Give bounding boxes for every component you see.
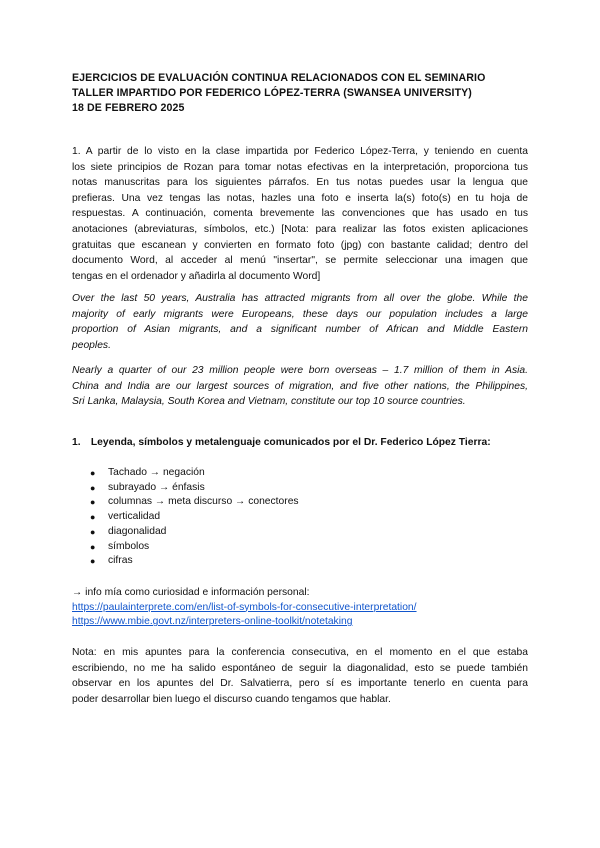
list-item [90, 525, 299, 540]
instruction-line: 1. A partir de lo visto en la clase impartida por Federico López-Terra, y teniendo en cuenta [72, 146, 528, 157]
list-item [90, 510, 299, 525]
instruction-line: documento Word, al acceder al menú "insertar", se permite seleccionar una imagen que [72, 255, 528, 267]
section-title: Leyenda, símbolos y metalenguaje comunicados por el Dr. Federico López Tierra: [90, 437, 491, 448]
bullet-icon: ● [90, 512, 96, 523]
list-item [90, 466, 299, 481]
legend-list [90, 466, 299, 569]
instruction-line: tengas en el ordenador y añadirla al documento Word] [72, 270, 321, 282]
info-intro: → info mía como curiosidad e información personal: [72, 587, 310, 598]
bullet-icon: ● [90, 541, 96, 552]
note-line: observar en los apuntes del Dr. Salvatierra, pero sí es importante tenerlo en cuenta para [72, 678, 528, 690]
list-item-text: Tachado → negación [108, 467, 205, 478]
list-item-text: columnas → meta discurso → conectores [108, 496, 299, 508]
instruction-line: los siete principios de Rozan para tomar notas efectivas en la interpretación, proporciona tus [72, 161, 528, 173]
notetaking-link[interactable]: https://www.mbie.govt.nz/interpreters-online-toolkit/notetaking [72, 616, 353, 628]
list-item [90, 495, 299, 510]
instruction-line: notas manuscritas para los siguientes párrafos. En tus notas puedes usar la lengua que [72, 177, 528, 189]
note-line: Nota: en mis apuntes para la conferencia consecutiva, en el momento en el que estaba [72, 647, 528, 658]
instruction-line: gratuitas que escanean y convierten en formato foto (jpg) con bastante calidad; dentro del [72, 239, 528, 251]
source-line: proportion of Asian migrants, and a significant number of African and Middle Eastern [72, 324, 528, 336]
instruction-paragraph [72, 144, 528, 284]
symbols-link[interactable]: https://paulainterprete.com/en/list-of-symbols-for-consecutive-interpretation/ [72, 601, 417, 613]
source-line: Sri Lanka, Malaysia, South Korea and Vietnam, constitute our top 10 source countries. [72, 396, 466, 408]
title-line-1: EJERCICIOS DE EVALUACIÓN CONTINUA RELACIONADOS CON EL SEMINARIO [72, 72, 486, 84]
instruction-line: anotaciones (abreviaturas, símbolos, etc.) [Nota: para realizar las fotos existen aplicaciones [72, 223, 528, 235]
list-item-text: subrayado → énfasis [108, 481, 205, 493]
note-line: poder desarrollar bien luego el discurso cuando tengamos que hablar. [72, 693, 391, 705]
list-item [90, 481, 299, 496]
bullet-icon: ● [90, 556, 96, 567]
title-date: 18 DE FEBRERO 2025 [72, 102, 185, 114]
source-line: peoples. [72, 339, 111, 351]
instruction-line: respuestas. A continuación, comenta brevemente las convenciones que has usado en tus [72, 208, 528, 220]
note-line: escribiendo, no me ha salido espontáneo de seguir la diagonalidad, esto se puede también [72, 662, 528, 674]
title-line-2: TALLER IMPARTIDO POR FEDERICO LÓPEZ-TERRA (SWANSEA UNIVERSITY) [72, 87, 472, 99]
bullet-icon: ● [90, 468, 96, 478]
document-title [72, 71, 530, 116]
list-item-text: símbolos [108, 540, 150, 552]
list-item [90, 540, 299, 555]
source-line: majority of early migrants were Europeans, these days our population includes a large [72, 308, 528, 320]
instruction-line: prefieras. Una vez tengas las notas, hazles una foto e inserta la(s) foto(s) en tu hoja de [72, 192, 528, 204]
list-item-text: diagonalidad [108, 525, 167, 537]
section-number: 1. [72, 437, 81, 448]
source-line: Over the last 50 years, Australia has attracted migrants from all over the globe. While the [72, 293, 528, 304]
bullet-icon: ● [90, 526, 96, 537]
section-heading [72, 437, 491, 448]
bullet-icon: ● [90, 497, 96, 508]
source-paragraph-1 [72, 291, 528, 353]
list-item-text: cifras [108, 555, 133, 567]
list-item-text: verticalidad [108, 511, 161, 523]
source-line: China and India are our largest sources of migration, and five other nations, the Philippines, [72, 380, 528, 392]
note-paragraph [72, 645, 528, 707]
info-block [72, 586, 417, 630]
source-line: Nearly a quarter of our 23 million people were born overseas – 1.7 million of them in Asia. [72, 365, 528, 376]
bullet-icon: ● [90, 482, 96, 493]
source-paragraph-2 [72, 363, 528, 410]
list-item [90, 554, 299, 569]
